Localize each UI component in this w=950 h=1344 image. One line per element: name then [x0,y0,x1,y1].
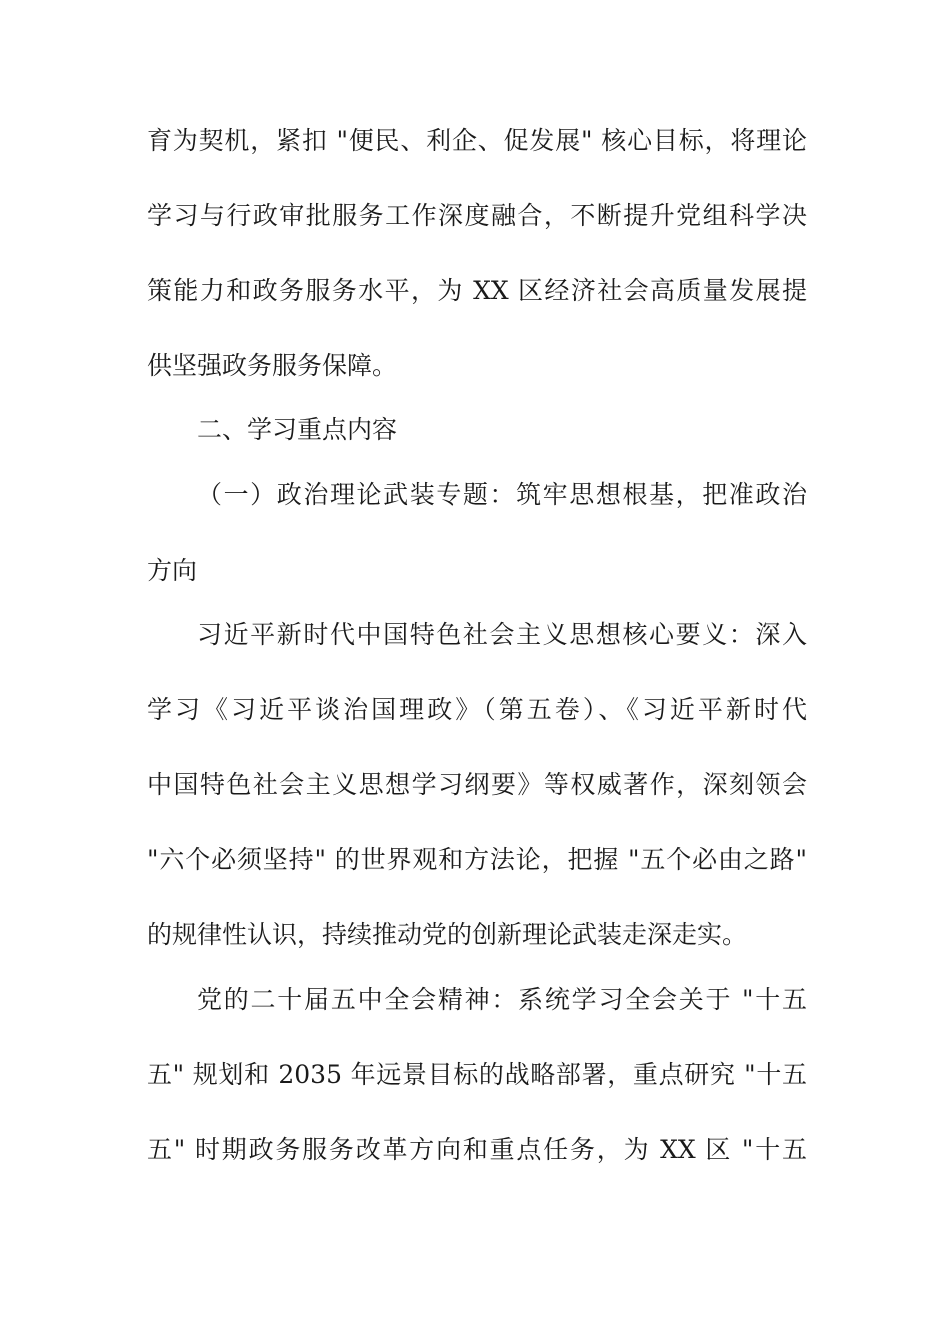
paragraph-line: "六个必须坚持" 的世界观和方法论，把握 "五个必由之路" [147,845,807,874]
paragraph-line: 学习《习近平谈治国理政》（第五卷）、《习近平新时代 [147,695,807,724]
subsection-heading-continuation: 方向 [147,556,198,585]
paragraph-line: 育为契机，紧扣 "便民、利企、促发展" 核心目标，将理论 [147,126,807,155]
section-heading: 二、学习重点内容 [197,415,398,444]
paragraph-line: 供坚强政务服务保障。 [147,351,398,380]
paragraph-line: 学习与行政审批服务工作深度融合，不断提升党组科学决 [147,201,807,230]
paragraph-line: 策能力和政务服务水平，为 XX 区经济社会高质量发展提 [147,276,807,305]
paragraph-line: 习近平新时代中国特色社会主义思想核心要义：深入 [197,620,807,649]
paragraph-line: 五" 时期政务服务改革方向和重点任务，为 XX 区 "十五 [147,1135,807,1164]
subsection-heading: （一）政治理论武装专题：筑牢思想根基，把准政治 [197,480,807,509]
paragraph-line: 的规律性认识，持续推动党的创新理论武装走深走实。 [147,920,748,949]
paragraph-line: 五" 规划和 2035 年远景目标的战略部署，重点研究 "十五 [147,1060,807,1089]
paragraph-line: 中国特色社会主义思想学习纲要》等权威著作，深刻领会 [147,770,807,799]
paragraph-line: 党的二十届五中全会精神：系统学习全会关于 "十五 [197,985,807,1014]
